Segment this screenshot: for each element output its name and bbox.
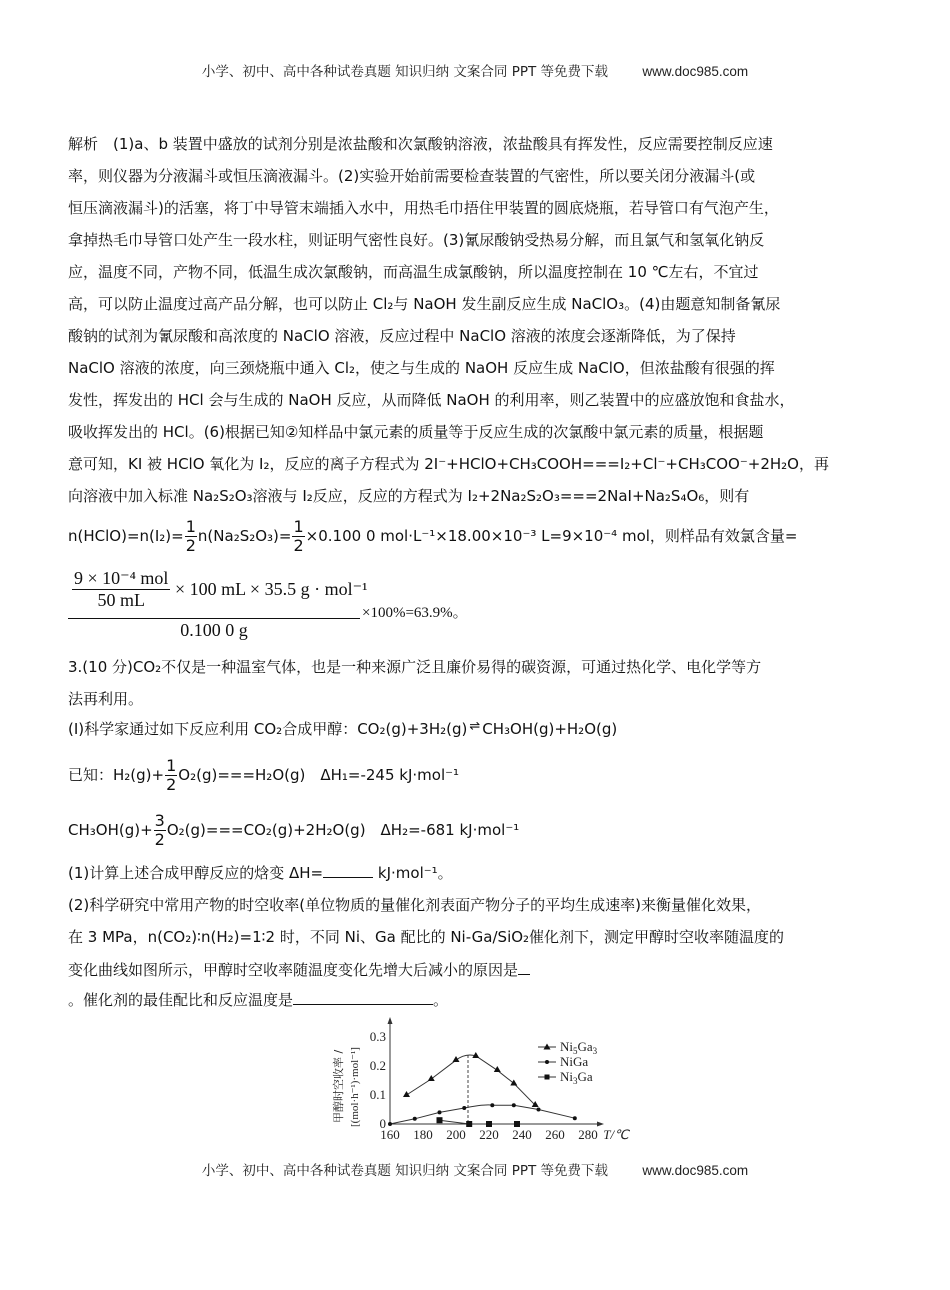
svg-text:240: 240 [512,1127,532,1142]
x-axis-label: T/℃ [603,1127,629,1142]
analysis-line: 应，温度不同，产物不同，低温生成次氯酸钠，而高温生成氯酸钠，所以温度控制在 10 ℃左右，不宜过 [68,263,759,281]
calc-line: n(HClO)=n(I₂)= $\frac{1}{2}$ n(Na₂S₂O₃)= $\frac{1}{2}$ ×0.100 0 mol·L⁻¹×18.00×10⁻³ L=9×10⁻⁴ mol，则样品有效氯含量= [68,517,798,555]
svg-text:NiGa: NiGa [560,1054,589,1069]
series-niga [388,1103,577,1126]
analysis-line: 酸钠的试剂为氰尿酸和高浓度的 NaClO 溶液，反应过程中 NaClO 溶液的浓度会逐渐降低，为了保持 [68,327,736,345]
inner-denominator: 50 mL [97,590,145,610]
header-text: 小学、初中、高中各种试卷真题 知识归纳 文案合同 PPT 等免费下载 [201,64,609,80]
multiplier-term: × 100 mL × 35.5 g · mol⁻¹ [174,579,368,599]
analysis-line: 高，可以防止温度过高产品分解，也可以防止 Cl₂与 NaOH 发生副反应生成 NaClO₃。(4)由题意知制备氰尿 [68,295,781,313]
q3-sub1: (1)计算上述合成甲醇反应的焓变 ΔH= kJ·mol⁻¹。 [68,861,453,884]
legend-item-ni3ga [538,1069,593,1086]
equilibrium-arrow-icon: ⇌ [469,719,481,734]
series-ni5ga3 [403,1052,539,1107]
footer-url[interactable]: www.doc985.com [642,1163,749,1178]
chart-legend [538,1039,598,1086]
svg-text:180: 180 [413,1127,433,1142]
svg-text:0: 0 [379,1116,386,1131]
analysis-line: 吸收挥发出的 HCl。(6)根据已知②知样品中氯元素的质量等于反应生成的次氯酸中氯元素的质量，根据题 [68,423,764,441]
page-footer [0,1159,950,1179]
svg-text:Ni5Ga3: $Ni_5Ga_3$ [560,1039,598,1056]
analysis-line: 向溶液中加入标准 Na₂S₂O₃溶液与 I₂反应，反应的方程式为 I₂+2Na₂S₂O₃===2NaI+Na₂S₄O₆，则有 [68,487,750,505]
svg-text:甲醇时空收率 /: 甲醇时空收率 / [332,1049,345,1123]
answer-blank[interactable] [518,958,530,975]
svg-text:260: 260 [545,1127,565,1142]
svg-text:220: 220 [479,1127,499,1142]
answer-blank[interactable] [323,861,373,878]
svg-text:200: 200 [446,1127,466,1142]
fraction-half: $\frac{1}{2}$ [293,517,304,555]
svg-text:280: 280 [578,1127,598,1142]
analysis-line: 拿掉热毛巾导管口处产生一段水柱，则证明气密性良好。(3)氰尿酸钠受热易分解，而且氯气和氢氧化钠反 [68,231,765,249]
svg-text:0.2: 0.2 [369,1058,386,1073]
fraction-half: $\frac{1}{2}$ [185,517,196,555]
main-denominator: 0.100 0 g [180,620,248,640]
result-text: ×100%=63.9%。 [362,605,468,621]
known-equation-1: 已知：H₂(g)+ $\frac{1}{2}$ O₂(g)===H₂O(g) ΔH₁=-245 kJ·mol⁻¹ [68,756,460,794]
x-tick-labels [380,1127,630,1142]
svg-text:Ni3Ga: $Ni_3Ga$ [560,1069,593,1086]
q3-sub2-line: 。催化剂的最佳配比和反应温度是 。 [68,988,448,1011]
analysis-line: NaClO 溶液的浓度，向三颈烧瓶中通入 Cl₂，使之与生成的 NaOH 反应生成 NaClO，但浓盐酸有很强的挥 [68,359,775,377]
header-url[interactable]: www.doc985.com [642,64,749,79]
q3-intro: 法再利用。 [68,690,144,708]
methanol-yield-chart [320,1015,630,1150]
answer-blank[interactable] [293,988,433,1005]
inner-numerator: 9 × 10⁻⁴ mol [74,568,169,588]
series-ni3ga [437,1117,521,1127]
known-equation-2: CH₃OH(g)+ $\frac{3}{2}$ O₂(g)===CO₂(g)+2H₂O(g) ΔH₂=-681 kJ·mol⁻¹ [68,811,520,849]
legend-item-niga [538,1054,588,1069]
analysis-line: 恒压滴液漏斗)的活塞，将丁中导管末端插入水中，用热毛巾捂住甲装置的圆底烧瓶，若导管口有气泡产生， [68,199,779,217]
svg-text:[(mol·h⁻¹)·mol⁻¹]: [(mol·h⁻¹)·mol⁻¹] [349,1047,361,1127]
svg-text:160: 160 [380,1127,400,1142]
main-fraction-bar [68,618,360,619]
q3-sub2-line: 变化曲线如图所示，甲醇时空收率随温度变化先增大后减小的原因是 [68,958,530,981]
analysis-line: 解析 (1)a、b 装置中盛放的试剂分别是浓盐酸和次氯酸钠溶液，浓盐酸具有挥发性，反应需要控制反应速 [68,135,773,153]
q3-sub2-line: (2)科学研究中常用产物的时空收率(单位物质的量催化剂表面产物分子的平均生成速率)来衡量催化效果， [68,896,761,914]
svg-text:0.1: 0.1 [369,1087,386,1102]
y-axis-label [331,1047,361,1127]
y-tick-labels [370,1029,386,1131]
analysis-line: 意可知，KI 被 HClO 氧化为 I₂，反应的离子方程式为 2I⁻+HClO+CH₃COOH===I₂+Cl⁻+CH₃COO⁻+2H₂O，再 [68,455,829,473]
q3-sub2-line: 在 3 MPa，n(CO₂)∶n(H₂)=1∶2 时，不同 Ni、Ga 配比的 Ni-Ga/SiO₂催化剂下，测定甲醇时空收率随温度的 [68,928,785,946]
svg-text:0.3: 0.3 [369,1029,386,1044]
q3-part1: (Ⅰ)科学家通过如下反应利用 CO₂合成甲醇：CO₂(g)+3H₂(g) ⇌ CH₃OH(g)+H₂O(g) [68,719,618,738]
page-header [0,60,950,80]
q3-intro: 3.(10 分)CO₂不仅是一种温室气体，也是一种来源广泛且廉价易得的碳资源，可通过热化学、电化学等方 [68,658,762,676]
analysis-line: 率，则仪器为分液漏斗或恒压滴液漏斗。(2)实验开始前需要检查装置的气密性，所以要关闭分液漏斗(或 [68,167,756,185]
footer-text: 小学、初中、高中各种试卷真题 知识归纳 文案合同 PPT 等免费下载 [201,1163,609,1179]
analysis-line: 发性，挥发出的 HCl 会与生成的 NaOH 反应，从而降低 NaOH 的利用率，则乙装置中的应盛放饱和食盐水， [68,391,795,409]
